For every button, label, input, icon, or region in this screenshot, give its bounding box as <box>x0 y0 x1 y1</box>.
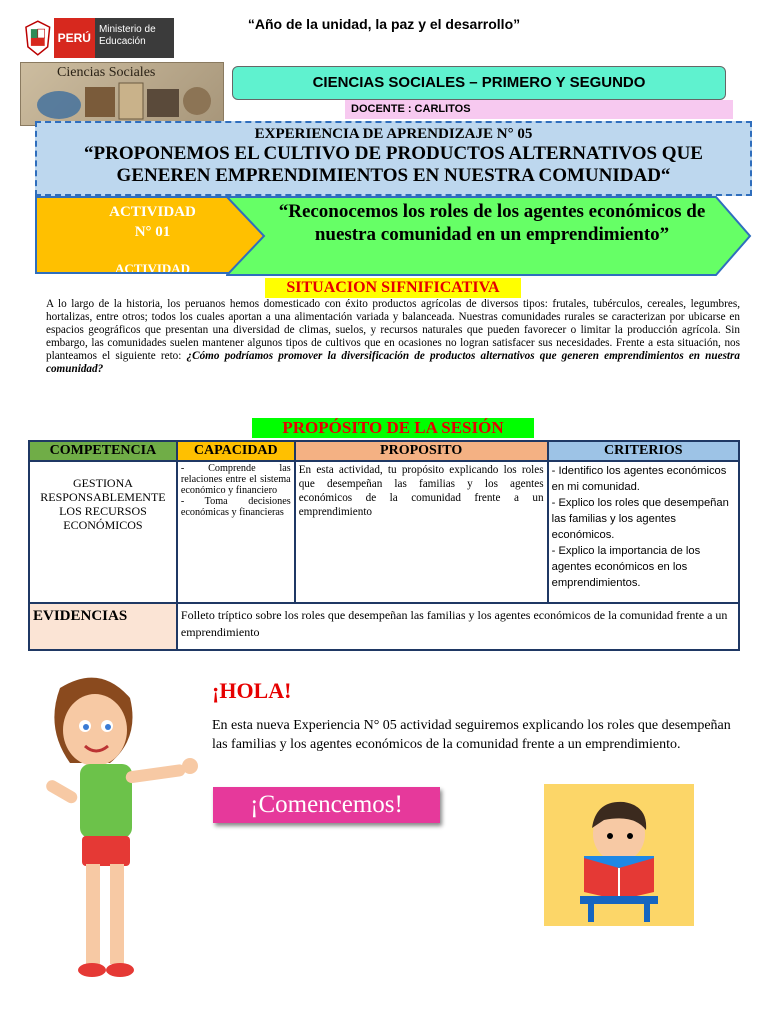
purpose-table <box>28 440 740 651</box>
table-row <box>29 461 739 603</box>
criterio-item: - Explico los roles que desempeñan las familias y los agentes económicos. <box>551 497 729 541</box>
hola-heading: ¡HOLA! <box>212 678 292 703</box>
activity-label: ACTIVIDAD <box>109 204 196 220</box>
capacidad-cell <box>177 461 295 603</box>
experience-title: “PROPONEMOS EL CULTIVO DE PRODUCTOS ALTERNATIVOS QUE GENEREN EMPRENDIMIENTOS EN NUESTRA COMUNIDAD“ <box>84 143 703 186</box>
activity-number: N° 01 <box>134 224 171 240</box>
criterio-item: - Explico la importancia de los agentes económicos en los emprendimientos. <box>551 545 701 589</box>
ministry-logo <box>22 18 174 58</box>
activity-label-repeat: ACTIVIDAD <box>114 261 191 272</box>
purpose-heading: PROPÓSITO DE LA SESIÓN <box>252 418 534 438</box>
capacidad-item: - Comprende las relaciones entre el sistema económico y financiero <box>180 463 291 496</box>
capacidad-item: - Toma decisiones económicas y financieras <box>180 496 291 518</box>
competencia-cell: GESTIONA RESPONSABLEMENTE LOS RECURSOS ECONÓMICOS <box>29 461 177 603</box>
activity-title: “Reconocemos los roles de los agentes económicos de nuestra comunidad en un emprendimiento” <box>278 201 706 245</box>
table-header-row <box>29 441 739 461</box>
evidence-label: EVIDENCIAS <box>29 603 177 650</box>
column-header-competencia: COMPETENCIA <box>29 441 177 461</box>
situation-heading: SITUACION SIFNIFICATIVA <box>265 278 521 298</box>
social-sciences-banner <box>20 62 224 126</box>
criterio-item: - Identifico los agentes económicos en mi comunidad. <box>551 465 727 493</box>
pointing-girl-illustration <box>30 668 230 998</box>
evidence-text: Folleto tríptico sobre los roles que desempeñan las familias y los agentes económicos de la comunidad frente a un emprendimiento <box>177 603 739 650</box>
logo-country: PERÚ <box>54 18 95 58</box>
column-header-capacidad: CAPACIDAD <box>177 441 295 461</box>
experience-box <box>35 121 752 196</box>
column-header-proposito: PROPOSITO <box>295 441 548 461</box>
year-motto: “Año de la unidad, la paz y el desarrollo” <box>247 16 521 32</box>
column-header-criterios: CRITERIOS <box>548 441 739 461</box>
activity-title-box <box>226 196 752 276</box>
reading-child-illustration <box>544 784 694 926</box>
situation-question: ¿Cómo podríamos promover la diversificación de productos alternativos que generen emprendimientos en nuestra comunidad? <box>46 350 740 375</box>
proposito-cell: En esta actividad, tu propósito explicando los roles que desempeñan las familias y los agentes económicos de la comunidad frente a un emprendimiento <box>295 461 548 603</box>
teacher-label: DOCENTE : CARLITOS <box>345 100 733 119</box>
collage-icon <box>21 63 223 125</box>
evidence-row <box>29 603 739 650</box>
start-banner: ¡Comencemos! <box>213 787 440 823</box>
intro-text: En esta nueva Experiencia N° 05 actividad seguiremos explicando los roles que desempeñan las familias y los agentes económicos de la comunidad frente a un emprendimiento. <box>212 718 731 752</box>
situation-text <box>46 298 740 376</box>
experience-label: EXPERIENCIA DE APRENDIZAJE N° 05 <box>254 126 533 142</box>
subject-title: CIENCIAS SOCIALES – PRIMERO Y SEGUNDO <box>232 66 726 100</box>
situation-body: A lo largo de la historia, los peruanos hemos domesticado con éxito productos agrícolas de diversos tipos: frutales, tubérculos, cereales, legumbres, hortalizas, entre otros; todos los cuales aportan a una alimentación variada y balanceada. Nuestras comunidades rurales se caracterizan por ubicarse en espacios geográficos que presentan una diversidad de climas, suelos, y recursos naturales que pueden favorecer o limitar la producción agrícola. Sin embargo, las comunidades suelen mantener algunos tipos de cultivos que en ocasiones no logran satisfacer sus necesidades. Frente a esta situación, nos planteamos el siguiente reto: <box>46 298 740 362</box>
criterios-cell <box>548 461 739 603</box>
logo-ministry: Ministerio de Educación <box>95 18 174 58</box>
banner-title: Ciencias Sociales <box>57 65 156 80</box>
peru-shield-icon <box>22 19 54 57</box>
